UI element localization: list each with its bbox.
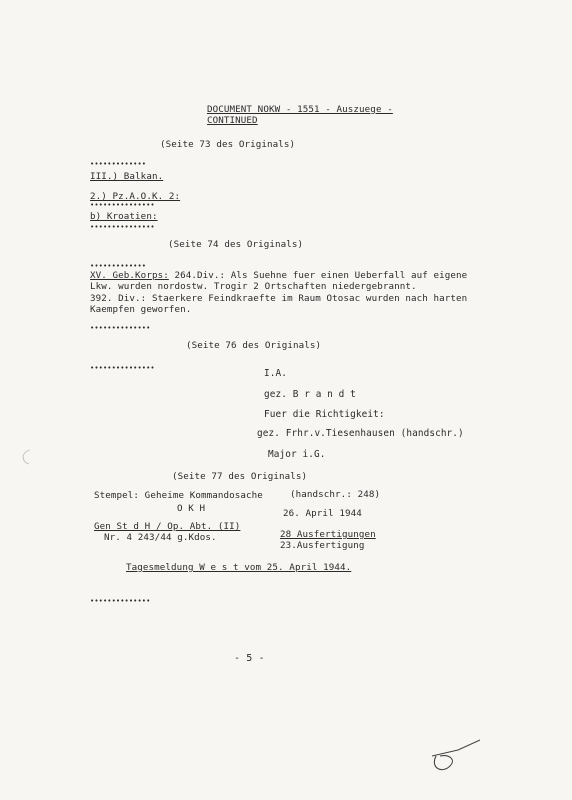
signature-major: Major i.G. (268, 449, 326, 460)
section-pz-aok-2: 2.) Pz.A.O.K. 2: (90, 191, 181, 202)
ausfertigungen-count: 28 Ausfertigungen (280, 529, 376, 540)
handwritten-mark (428, 738, 488, 778)
separator-dots-2: ••••••••••••••• (90, 223, 155, 231)
separator-dots-1: ••••••••••••• (90, 160, 147, 168)
signature-tiesenhausen: gez. Frhr.v.Tiesenhausen (handschr.) (257, 428, 464, 439)
paragraph-line-3: 392. Div.: Staerkere Feindkraefte im Raum Otosac wurden nach harten (90, 293, 468, 304)
signature-ia: I.A. (264, 368, 287, 379)
report-date: 26. April 1944 (283, 508, 362, 519)
signature-brandt: gez. B r a n d t (264, 389, 356, 400)
separator-dots-3: ••••••••••••• (90, 262, 147, 270)
punch-mark (18, 448, 32, 466)
okh-label: O K H (177, 503, 206, 514)
paragraph-line-1 (90, 270, 467, 281)
paragraph-line-2: Lkw. wurden nordostw. Trogir 2 Ortschaften niedergebrannt. (90, 281, 417, 292)
handschr-note: (handschr.: 248) (290, 489, 381, 500)
paragraph-line-4: Kaempfen geworfen. (90, 304, 192, 315)
reference-number: Nr. 4 243/44 g.Kdos. (104, 532, 217, 543)
separator-dots-4: •••••••••••••• (90, 324, 151, 332)
page-number: - 5 - (234, 653, 265, 664)
separator-dots-5: ••••••••••••••• (90, 364, 155, 372)
separator-dots-6: •••••••••••••• (90, 597, 151, 605)
section-kroatien: b) Kroatien: (90, 211, 158, 222)
stempel-label: Stempel: Geheime Kommandosache (94, 490, 263, 501)
document-header-line1: DOCUMENT NOKW - 1551 - Auszuege - (207, 104, 393, 115)
seite-74-note: (Seite 74 des Originals) (168, 239, 304, 250)
gen-st-d-h: Gen St d H / Op. Abt. (II) (94, 521, 241, 532)
ausfertigung-number: 23.Ausfertigung (280, 540, 365, 551)
tagesmeldung-title: Tagesmeldung W e s t vom 25. April 1944. (126, 562, 352, 573)
seite-73-note: (Seite 73 des Originals) (160, 139, 296, 150)
seite-77-note: (Seite 77 des Originals) (172, 471, 308, 482)
separator-dots-inline: ••••••••••••••• (90, 201, 155, 209)
seite-76-note: (Seite 76 des Originals) (186, 340, 322, 351)
section-balkan: III.) Balkan. (90, 171, 164, 182)
document-header-line2: CONTINUED (207, 115, 258, 126)
corps-label: XV. Geb.Korps: (90, 270, 169, 281)
paragraph-line-1-text: 264.Div.: Als Suehne fuer einen Ueberfall auf eigene (168, 270, 468, 281)
signature-fuer-richtigkeit: Fuer die Richtigkeit: (264, 409, 385, 420)
